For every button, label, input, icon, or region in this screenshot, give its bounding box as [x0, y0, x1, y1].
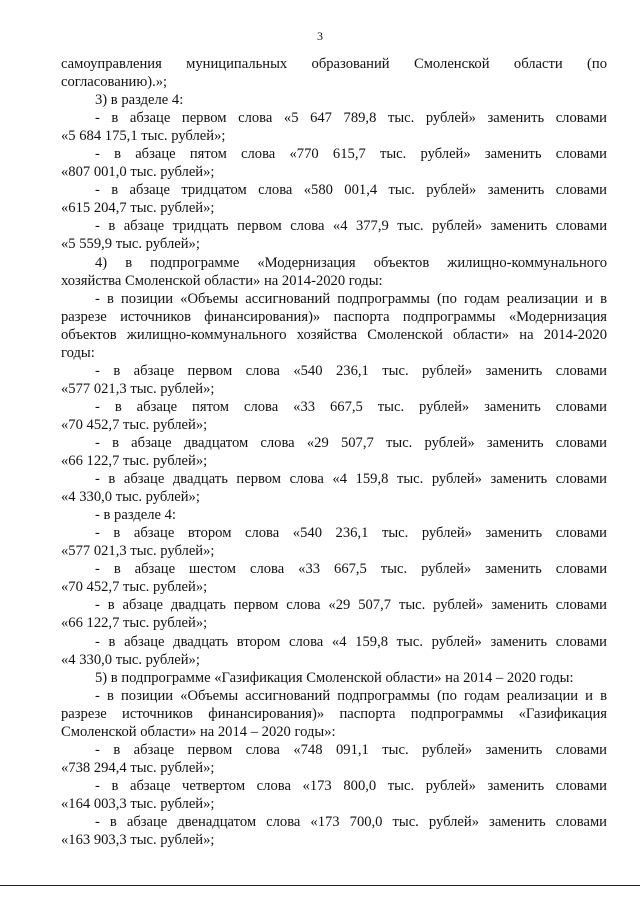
text-line: - в абзаце двенадцатом слова «173 700,0 тыс. рублей» заменить словами: [95, 813, 607, 830]
text-line: разрезе источников финансирования)» паспорта подпрограммы «Модернизация: [61, 308, 607, 325]
text-line: «615 204,7 тыс. рублей»;: [61, 200, 215, 217]
text-line: - в позиции «Объемы ассигнований подпрограммы (по годам реализации и в: [95, 687, 607, 704]
text-line: - в абзаце четвертом слова «173 800,0 тыс. рублей» заменить словами: [95, 777, 607, 794]
text-line: «738 294,4 тыс. рублей»;: [61, 759, 215, 776]
text-line: разрезе источников финансирования)» паспорта подпрограммы «Газификация: [61, 705, 607, 722]
text-line: - в абзаце двадцать втором слова «4 159,8 тыс. рублей» заменить словами: [95, 633, 607, 650]
text-line: «164 003,3 тыс. рублей»;: [61, 795, 215, 812]
text-line: хозяйства Смоленской области» на 2014-2020 годы:: [61, 272, 383, 289]
text-line: - в абзаце втором слова «540 236,1 тыс. рублей» заменить словами: [95, 525, 607, 542]
text-line: - в абзаце тридцать первом слова «4 377,9 тыс. рублей» заменить словами: [95, 218, 607, 235]
text-line: - в абзаце первом слова «540 236,1 тыс. рублей» заменить словами: [95, 362, 607, 379]
text-line: «70 452,7 тыс. рублей»;: [61, 579, 208, 596]
page-bottom-rule: [0, 885, 640, 886]
text-line: - в абзаце первом слова «5 647 789,8 тыс. рублей» заменить словами: [95, 110, 607, 127]
text-line: годы:: [61, 344, 95, 361]
text-line: 5) в подпрограмме «Газификация Смоленской области» на 2014 – 2020 годы:: [95, 669, 574, 686]
text-line: «66 122,7 тыс. рублей»;: [61, 615, 208, 632]
text-line: - в разделе 4:: [95, 507, 176, 524]
text-line: 4) в подпрограмме «Модернизация объектов жилищно-коммунального: [95, 254, 607, 271]
text-line: - в абзаце тридцатом слова «580 001,4 тыс. рублей» заменить словами: [95, 182, 607, 199]
text-line: - в абзаце двадцатом слова «29 507,7 тыс. рублей» заменить словами: [95, 434, 607, 451]
text-line: «66 122,7 тыс. рублей»;: [61, 453, 208, 470]
text-line: - в абзаце пятом слова «770 615,7 тыс. рублей» заменить словами: [95, 146, 607, 163]
text-line: «4 330,0 тыс. рублей»;: [61, 489, 200, 506]
text-line: «70 452,7 тыс. рублей»;: [61, 416, 208, 433]
text-line: «577 021,3 тыс. рублей»;: [61, 543, 215, 560]
text-line: согласованию).»;: [61, 74, 168, 91]
text-line: «5 684 175,1 тыс. рублей»;: [61, 128, 226, 145]
text-line: Смоленской области» на 2014 – 2020 годы»:: [61, 723, 336, 740]
text-line: - в абзаце первом слова «748 091,1 тыс. рублей» заменить словами: [95, 741, 607, 758]
text-line: «5 559,9 тыс. рублей»;: [61, 236, 200, 253]
text-line: 3) в разделе 4:: [95, 92, 184, 109]
document-body: [61, 55, 607, 849]
text-line: - в позиции «Объемы ассигнований подпрограммы (по годам реализации и в: [95, 290, 607, 307]
text-line: «4 330,0 тыс. рублей»;: [61, 651, 200, 668]
text-line: - в абзаце пятом слова «33 667,5 тыс. рублей» заменить словами: [95, 398, 607, 415]
text-line: «807 001,0 тыс. рублей»;: [61, 164, 215, 181]
text-line: - в абзаце шестом слова «33 667,5 тыс. рублей» заменить словами: [95, 561, 607, 578]
text-line: - в абзаце двадцать первом слова «29 507,7 тыс. рублей» заменить словами: [95, 597, 607, 614]
text-line: - в абзаце двадцать первом слова «4 159,8 тыс. рублей» заменить словами: [95, 471, 607, 488]
page-number: 3: [317, 29, 323, 43]
text-line: «163 903,3 тыс. рублей»;: [61, 832, 215, 849]
text-line: объектов жилищно-коммунального хозяйства Смоленской области» на 2014-2020: [61, 326, 607, 343]
text-line: «577 021,3 тыс. рублей»;: [61, 380, 215, 397]
text-line: самоуправления муниципальных образований Смоленской области (по: [61, 56, 607, 72]
